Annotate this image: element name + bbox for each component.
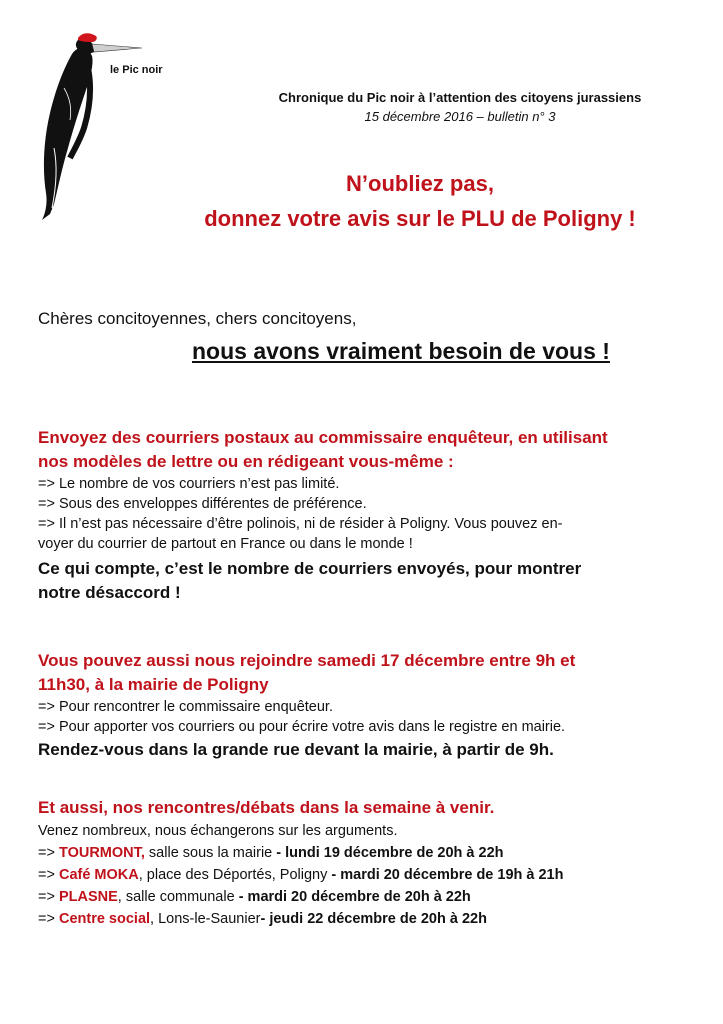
event-place: PLASNE [58,889,118,905]
section-title: 11h30, à la mairie de Poligny [38,675,269,694]
headline-line-1: N’oubliez pas, [346,171,494,196]
greeting: Chères concitoyennes, chers concitoyens, [38,309,357,328]
section-events [38,796,698,930]
conclusion: Rendez-vous dans la grande rue devant la mairie, à partir de 9h. [38,740,554,759]
event-place: TOURMONT, [58,845,145,861]
section-title: nos modèles de lettre ou en rédigeant vous-même : [38,452,454,471]
event-item: => TOURMONT, salle sous la mairie - lundi 19 décembre de 20h à 22h [38,845,504,861]
event-item: => PLASNE, salle communale - mardi 20 décembre de 20h à 22h [38,889,471,905]
conclusion: notre désaccord ! [38,583,181,602]
newsletter-date: 15 décembre 2016 – bulletin n° 3 [364,109,556,124]
list-item: => Le nombre de vos courriers n’est pas limité. [38,476,340,492]
section-title: Et aussi, nos rencontres/débats dans la semaine à venir. [38,798,495,817]
headline-line-2: donnez votre avis sur le PLU de Poligny ! [204,206,636,231]
list-item: => Pour rencontrer le commissaire enquêteur. [38,699,333,715]
conclusion: Ce qui compte, c’est le nombre de courriers envoyés, pour montrer [38,559,582,578]
list-item: => Pour apporter vos courriers ou pour écrire votre avis dans le registre en mairie. [38,719,566,735]
event-place: Café MOKA [58,867,139,883]
list-item: => Il n’est pas nécessaire d’être polinois, ni de résider à Poligny. Vous pouvez en- [38,516,563,532]
list-item: => Sous des enveloppes différentes de préférence. [38,496,367,512]
events-intro: Venez nombreux, nous échangerons sur les arguments. [38,823,398,839]
event-item: => Café MOKA, place des Déportés, Poligny - mardi 20 décembre de 19h à 21h [38,867,564,883]
section-meeting [38,649,698,762]
section-title: Envoyez des courriers postaux au commissaire enquêteur, en utilisant [38,428,608,447]
event-date: - mardi 20 décembre de 20h à 22h [238,889,471,905]
event-date: - jeudi 22 décembre de 20h à 22h [260,911,487,927]
call-to-action: nous avons vraiment besoin de vous ! [192,338,610,364]
event-date: - mardi 20 décembre de 19h à 21h [331,867,564,883]
event-place: Centre social [58,911,151,927]
section-title: Vous pouvez aussi nous rejoindre samedi 17 décembre entre 9h et [38,651,576,670]
event-date: - lundi 19 décembre de 20h à 22h [276,845,504,861]
event-item: => Centre social, Lons-le-Saunier- jeudi 22 décembre de 20h à 22h [38,911,487,927]
list-item: voyer du courrier de partout en France ou dans le monde ! [38,536,413,552]
newsletter-title: Chronique du Pic noir à l’attention des citoyens jurassiens [278,90,642,105]
brand-name: le Pic noir [110,64,163,76]
section-letters [38,426,698,605]
